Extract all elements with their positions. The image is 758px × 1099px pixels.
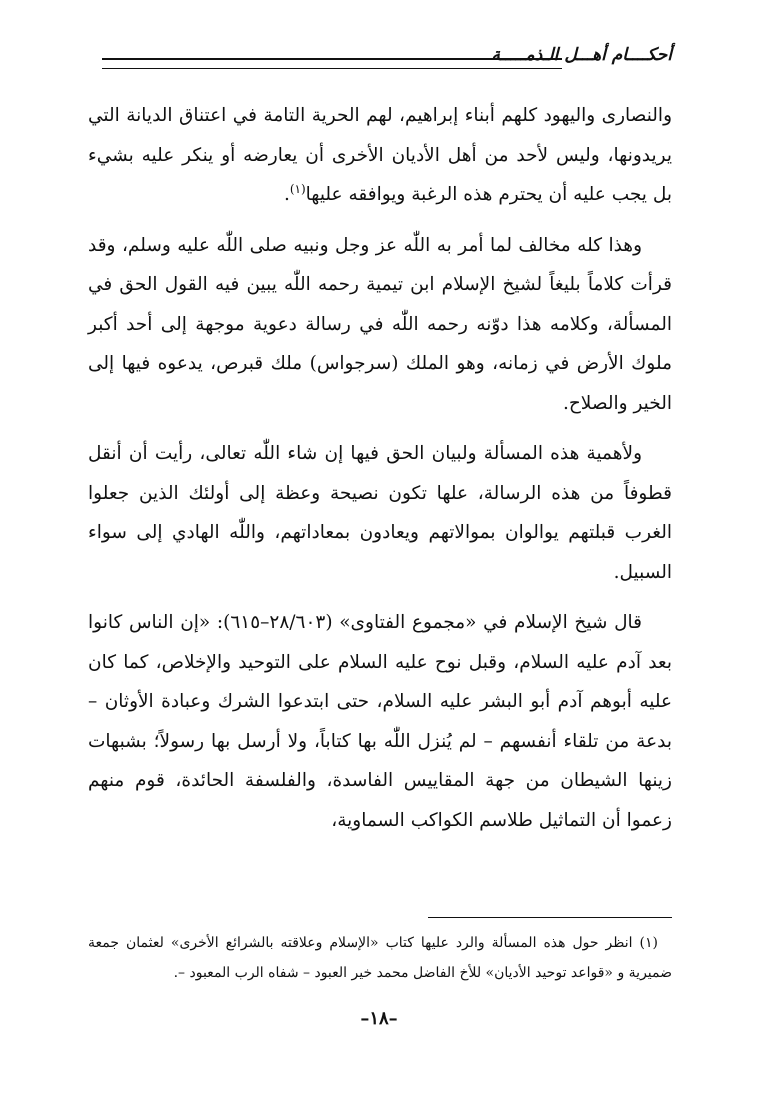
- running-header: [102, 44, 672, 70]
- header-double-rule: [102, 58, 562, 69]
- paragraph-1: [88, 96, 672, 215]
- paragraph-2: وهذا كله مخالف لما أمر به اللّٰه عز وجل ونبيه صلى اللّٰه عليه وسلم، وقد قرأت كلاماً بليغاً لشيخ الإسلام ابن تيمية رحمه اللّٰه يبين فيه القول الحق في المسألة، وكلامه هذا دوّنه رحمه اللّٰه في رسالة دعوية موجهة إلى أحد أكبر ملوك الأرض في زمانه، وهو الملك (سرجواس) ملك قبرص، يدعوه فيها إلى الخير والصلاح.: [88, 234, 672, 414]
- paragraph-3: ولأهمية هذه المسألة ولبيان الحق فيها إن شاء اللّٰه تعالى، رأيت أن أنقل قطوفاً من هذه الرسالة، علها تكون نصيحة وعظة إلى أولئك الذين جعلوا الغرب قبلتهم يوالوان بموالاتهم ويعادون بمعاداتهم، واللّٰه الهادي إلى سواء السبيل.: [88, 443, 672, 583]
- paragraph-1-text: والنصارى واليهود كلهم أبناء إبراهيم، لهم الحرية التامة في اعتناق الديانة التي يريدونها، وليس لأحد من أهل الأديان الأخرى أن يعارضه أو ينكر عليه بشيء بل يجب عليه أن يحترم هذه الرغبة ويوافقه عليها: [88, 105, 672, 205]
- footnote-separator: [428, 917, 672, 918]
- footnote-marker: (١): [289, 181, 306, 196]
- main-text: [88, 96, 672, 851]
- paragraph-4: قال شيخ الإسلام في «مجموع الفتاوى» (٢٨/٦٠٣–٦١٥): «إن الناس كانوا بعد آدم عليه السلام، وقبل نوح عليه السلام على التوحيد والإخلاص، كما كان عليه أبوهم آدم أبو البشر عليه السلام، حتى ابتدعوا الشرك وعبادة الأوثان – بدعة من تلقاء أنفسهم – لم يُنزل اللّٰه بها كتاباً، ولا أرسل بها رسولاً؛ بشبهات زينها الشيطان من جهة المقاييس الفاسدة، والفلسفة الحائدة، قوم منهم زعموا أن التماثيل طلاسم الكواكب السماوية،: [88, 612, 672, 831]
- paragraph-1-end: .: [283, 184, 290, 205]
- footnote-1: (١) انظر حول هذه المسألة والرد عليها كتاب «الإسلام وعلاقته بالشرائع الأخرى» لعثمان جمعة ضميرية و «قواعد توحيد الأديان» للأخ الفاضل محمد خير العبود – شفاه الرب المعبود –.: [88, 935, 672, 981]
- page-number: –١٨–: [360, 1008, 398, 1029]
- header-title: أحكــــام أهـــل الـذمـــــة: [491, 45, 672, 65]
- footnotes: [88, 928, 672, 988]
